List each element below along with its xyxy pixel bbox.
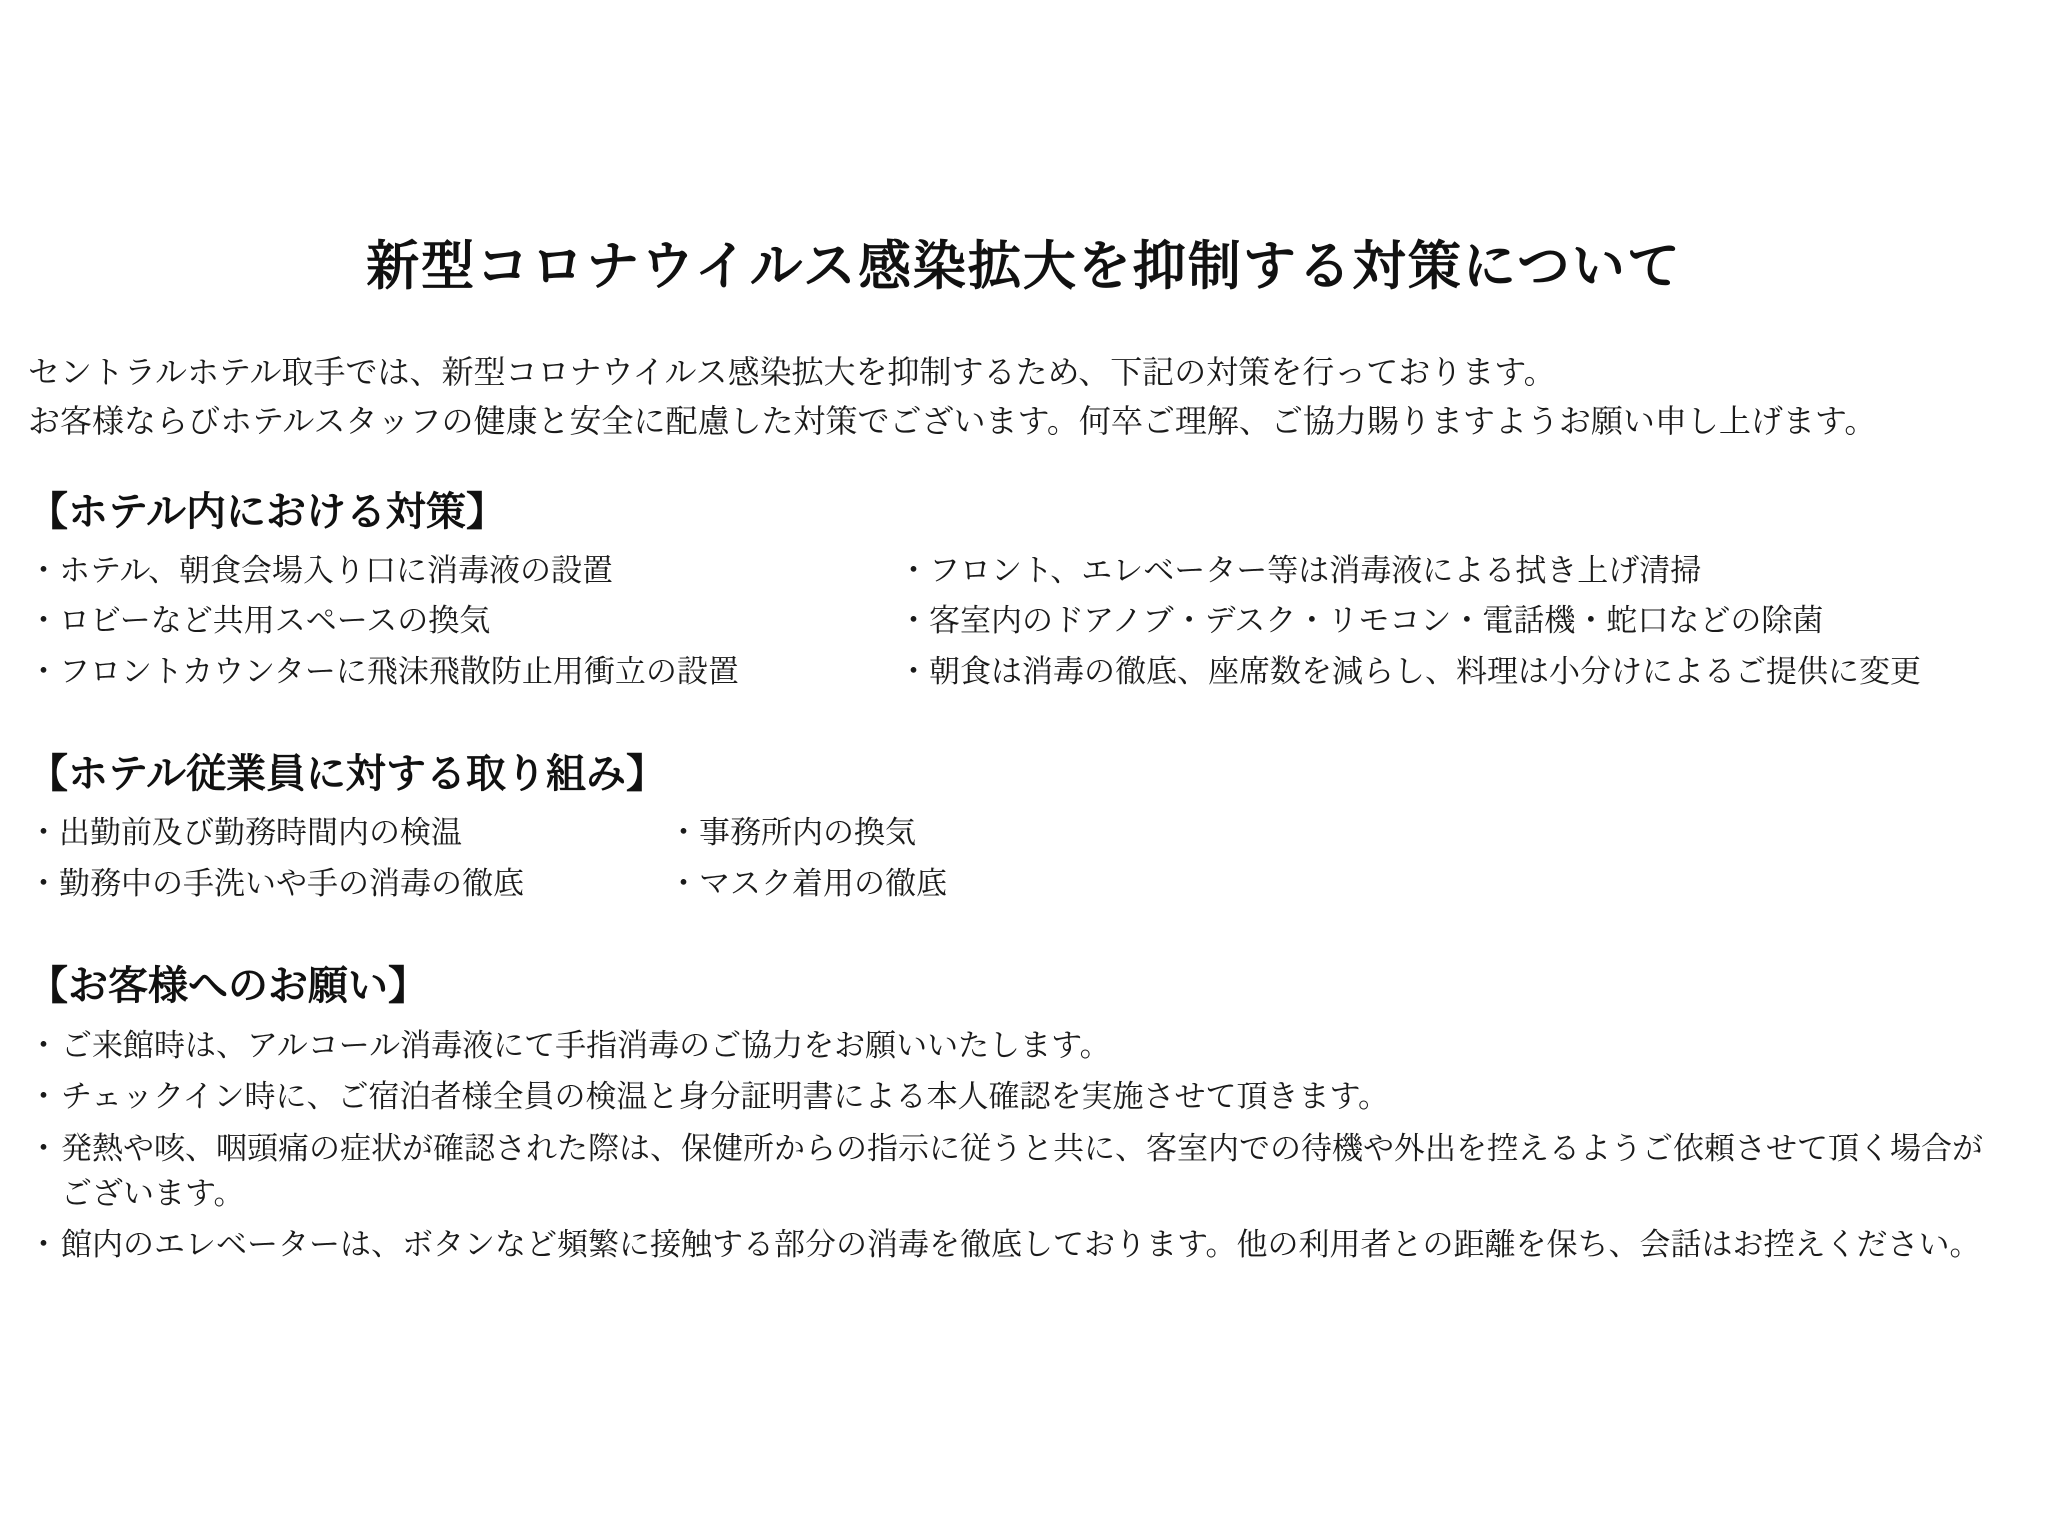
staff-measures-right-column bbox=[668, 808, 1268, 910]
section-heading-guest-requests: 【お客様へのお願い】 bbox=[28, 963, 428, 1009]
list-item: ・ホテル、朝食会場入り口に消毒液の設置 bbox=[28, 552, 613, 588]
intro-paragraph bbox=[0, 348, 2048, 445]
section-guest-requests bbox=[0, 960, 2048, 1270]
section-heading-staff-measures: 【ホテル従業員に対する取り組み】 bbox=[28, 751, 666, 797]
list-item bbox=[28, 1071, 2008, 1122]
hotel-measures-right-column bbox=[898, 546, 1998, 699]
hotel-measures-left-column bbox=[28, 546, 898, 699]
list-item-text: 館内のエレベーターは、ボタンなど頻繁に接触する部分の消毒を徹底しております。他の利用者との距離を保ち、会話はお控えください。 bbox=[61, 1227, 1981, 1263]
list-item: ・ロビーなど共用スペースの換気 bbox=[28, 603, 491, 639]
list-item: ・朝食は消毒の徹底、座席数を減らし、料理は小分けによるご提供に変更 bbox=[898, 654, 1921, 690]
list-item-text: ご来館時は、アルコール消毒液にて手指消毒のご協力をお願いいたします。 bbox=[61, 1028, 1111, 1064]
bullet-mark: ・ bbox=[28, 1130, 59, 1166]
bullet-mark: ・ bbox=[28, 1079, 59, 1115]
list-item: ・出勤前及び勤務時間内の検温 bbox=[28, 815, 462, 851]
list-item: ・マスク着用の徹底 bbox=[668, 866, 947, 902]
section-hotel-measures bbox=[0, 486, 2048, 699]
list-item-text: チェックイン時に、ご宿泊者様全員の検温と身分証明書による本人確認を実施させて頂きます。 bbox=[61, 1079, 1390, 1115]
list-item-text: 発熱や咳、咽頭痛の症状が確認された際は、保健所からの指示に従うと共に、客室内での待機や外出を控えるようご依頼させて頂く場合がございます。 bbox=[61, 1130, 1983, 1211]
list-item: ・フロント、エレベーター等は消毒液による拭き上げ清掃 bbox=[898, 552, 1702, 588]
hotel-measures-columns bbox=[28, 546, 2048, 699]
list-item: ・事務所内の換気 bbox=[668, 815, 916, 851]
section-staff-measures bbox=[0, 748, 2048, 910]
bullet-mark: ・ bbox=[28, 1028, 59, 1064]
list-item bbox=[28, 1123, 2008, 1220]
intro-line-1: セントラルホテル取手では、新型コロナウイルス感染拡大を抑制するため、下記の対策を行っております。 bbox=[28, 354, 1556, 391]
list-item: ・客室内のドアノブ・デスク・リモコン・電話機・蛇口などの除菌 bbox=[898, 603, 1824, 639]
list-item bbox=[28, 1219, 2008, 1270]
staff-measures-left-column bbox=[28, 808, 668, 910]
page-title: 新型コロナウイルス感染拡大を抑制する対策について bbox=[366, 238, 1682, 296]
guest-requests-list bbox=[28, 1020, 2048, 1270]
intro-line-2: お客様ならびホテルスタッフの健康と安全に配慮した対策でございます。何卒ご理解、ご協力賜りますようお願い申し上げます。 bbox=[28, 402, 1877, 439]
staff-measures-columns bbox=[28, 808, 2048, 910]
section-heading-hotel-measures: 【ホテル内における対策】 bbox=[28, 488, 506, 534]
list-item: ・勤務中の手洗いや手の消毒の徹底 bbox=[28, 866, 524, 902]
list-item: ・フロントカウンターに飛沫飛散防止用衝立の設置 bbox=[28, 654, 739, 690]
bullet-mark: ・ bbox=[28, 1227, 59, 1263]
list-item bbox=[28, 1020, 2008, 1071]
